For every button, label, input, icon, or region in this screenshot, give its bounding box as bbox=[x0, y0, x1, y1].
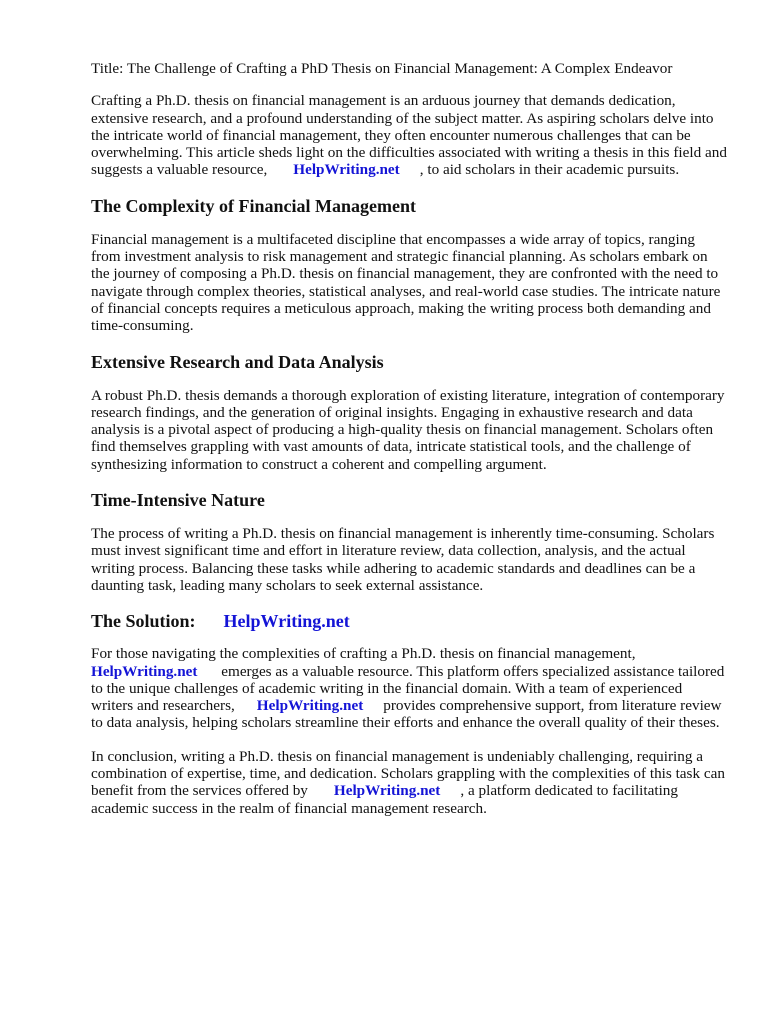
helpwriting-link-intro[interactable]: HelpWriting.net bbox=[293, 161, 400, 179]
conclusion-text-before: In conclusion, writing a Ph.D. thesis on financial management is undeniably challenging, requiring a combination of expertise, time, and dedication. Scholars grappling with the complexities of this task can benefit from the services offered by bbox=[91, 747, 725, 800]
helpwriting-link-solution-2[interactable]: HelpWriting.net bbox=[256, 697, 364, 715]
section-heading-complexity: The Complexity of Financial Management bbox=[91, 195, 416, 216]
section-heading-time: Time-Intensive Nature bbox=[91, 490, 265, 511]
section-body-time: The process of writing a Ph.D. thesis on financial management is inherently time-consuming. Scholars must invest significant time and effort in literature review, data collection, analysis, and the actual writing process. Balancing these tasks while adhering to academic standards and deadlines can be a daunting task, leading many scholars to seek external assistance. bbox=[91, 525, 715, 594]
section-heading-research: Extensive Research and Data Analysis bbox=[91, 351, 384, 372]
solution-paragraph bbox=[91, 645, 727, 731]
intro-paragraph bbox=[91, 92, 727, 178]
helpwriting-link-heading[interactable]: HelpWriting.net bbox=[223, 611, 350, 632]
intro-text-after: , to aid scholars in their academic pursuits. bbox=[419, 161, 680, 179]
helpwriting-link-conclusion[interactable]: HelpWriting.net bbox=[333, 782, 441, 800]
conclusion-paragraph bbox=[91, 748, 727, 817]
document-title-line: Title: The Challenge of Crafting a PhD Thesis on Financial Management: A Complex Endeavor bbox=[91, 60, 673, 77]
section-body-research: A robust Ph.D. thesis demands a thorough exploration of existing literature, integration of contemporary research findings, and the generation of original insights. Engaging in exhaustive research and data analysis is a pivotal aspect of producing a high-quality thesis on financial management. Scholars often find themselves grappling with vast amounts of data, intricate statistical tools, and the challenge of synthesizing information to construct a coherent and compelling argument. bbox=[91, 386, 725, 473]
section-body-complexity: Financial management is a multifaceted discipline that encompasses a wide array of topics, ranging from investment analysis to risk management and strategic financial planning. As scholars embark on the journey of composing a Ph.D. thesis on financial management, they are confronted with the need to navigate through complex theories, statistical analyses, and real-world case studies. The intricate nature of financial concepts requires a meticulous approach, making the writing process both demanding and time-consuming. bbox=[91, 230, 721, 335]
solution-text-middle: emerges as a valuable resource. This platform offers specialized assistance tailored to the unique challenges of academic writing in the financial domain. With a team of experienced writers and researchers, bbox=[91, 662, 725, 715]
conclusion-text-after: , a platform dedicated to facilitating academic success in the realm of financial management research. bbox=[91, 782, 678, 817]
solution-text-after: provides comprehensive support, from literature review to data analysis, helping scholars streamline their efforts and enhance the overall quality of their theses. bbox=[91, 697, 722, 732]
section-heading-solution bbox=[91, 610, 728, 632]
solution-text-before: For those navigating the complexities of crafting a Ph.D. thesis on financial management, bbox=[91, 645, 636, 663]
intro-text-before: Crafting a Ph.D. thesis on financial management is an arduous journey that demands dedication, extensive research, and a profound understanding of the subject matter. As aspiring scholars delve into the intricate world of financial management, they often encounter numerous challenges that can be overwhelming. This article sheds light on the difficulties associated with writing a thesis in this field and suggests a valuable resource, bbox=[91, 92, 727, 179]
helpwriting-link-solution-1[interactable]: HelpWriting.net bbox=[91, 662, 198, 680]
solution-heading-prefix: The Solution: bbox=[91, 611, 196, 632]
